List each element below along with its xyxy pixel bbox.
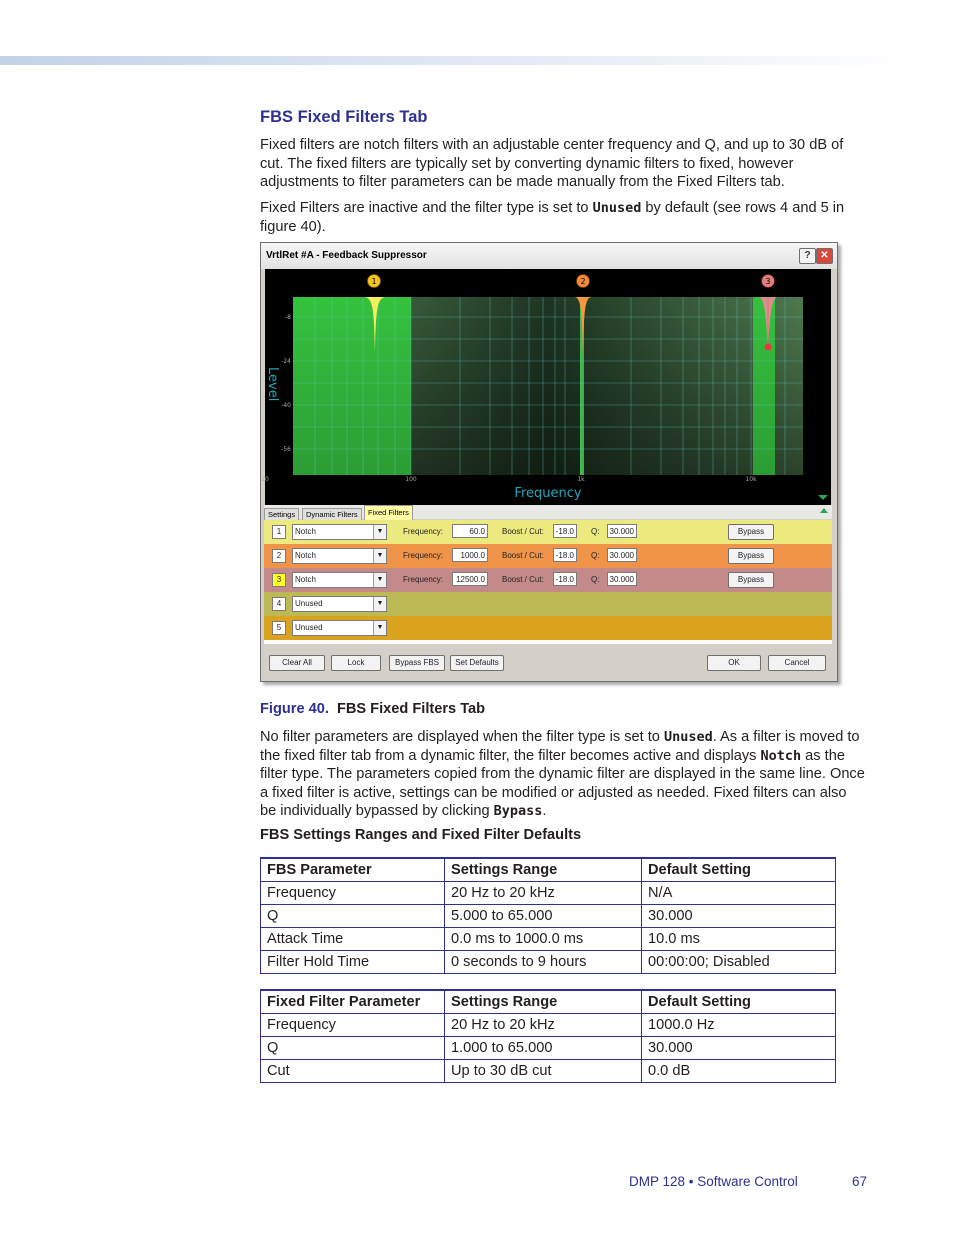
boost-cut-input[interactable]: -18.0 <box>553 524 577 538</box>
table-row <box>261 951 836 974</box>
page-number: 67 <box>852 1174 868 1189</box>
boost-cut-input[interactable]: -18.0 <box>553 548 577 562</box>
table-row <box>261 1014 836 1037</box>
fbs-graph-svg <box>261 269 831 505</box>
clear-all-button[interactable]: Clear All <box>269 655 325 671</box>
column-header: Settings Range <box>445 858 642 882</box>
code-unused: Unused <box>663 729 713 745</box>
boost-cut-label: Boost / Cut: <box>502 575 544 584</box>
text-run: . As a filter is moved to the fixed filter tab from a dynamic filter, the filter becomes active and displays <box>260 729 860 764</box>
table-cell: 30.000 <box>642 1037 836 1060</box>
filter-type-select[interactable] <box>292 596 387 612</box>
table-section-title: FBS Settings Ranges and Fixed Filter Defaults <box>260 827 582 843</box>
table-cell: Up to 30 dB cut <box>445 1060 642 1083</box>
x-tick: 20 <box>261 476 269 483</box>
filter-row-4 <box>264 592 832 616</box>
chevron-down-icon[interactable]: ▼ <box>373 573 386 587</box>
x-axis-label: Frequency <box>514 486 582 501</box>
table-row <box>261 1060 836 1083</box>
y-tick: -56 <box>281 446 291 453</box>
text-run: No filter parameters are displayed when the filter type is set to <box>260 729 664 745</box>
table-cell: 00:00:00; Disabled <box>642 951 836 974</box>
table-row <box>261 882 836 905</box>
table-cell: 0.0 dB <box>642 1060 836 1083</box>
filter-type-select[interactable] <box>292 572 387 588</box>
code-notch: Notch <box>760 747 802 764</box>
lock-button[interactable]: Lock <box>331 655 381 671</box>
explanation-paragraph <box>260 728 865 821</box>
table-cell: 10.0 ms <box>642 928 836 951</box>
filter-type-value: Unused <box>295 623 323 632</box>
marker-3[interactable] <box>762 275 775 288</box>
band-1 <box>293 297 411 475</box>
frequency-label: Frequency: <box>403 575 444 584</box>
frequency-input[interactable]: 60.0 <box>452 524 488 538</box>
filter-type-select[interactable] <box>292 620 387 636</box>
filter-number[interactable]: 3 <box>272 573 286 587</box>
table-cell: Frequency <box>261 882 445 905</box>
column-header: Default Setting <box>642 990 836 1014</box>
column-header: Default Setting <box>642 858 836 882</box>
table-cell: Q <box>261 905 445 928</box>
table-cell: 5.000 to 65.000 <box>445 905 642 928</box>
figure-number: Figure 40. <box>260 701 329 717</box>
table-cell: 0.0 ms to 1000.0 ms <box>445 928 642 951</box>
chevron-down-icon[interactable]: ▼ <box>373 549 386 563</box>
bypass-button-1[interactable]: Bypass <box>728 524 774 540</box>
marker-1-label: 1 <box>371 277 377 286</box>
intro-paragraph: Fixed filters are notch filters with an adjustable center frequency and Q, and up to 30 dB of cut. The fixed filters are typically set by converting dynamic filters to fixed, however adjustments to filter parameters can be made manually from the Fixed Filters tab. <box>260 137 844 191</box>
filter-number[interactable]: 5 <box>272 621 286 635</box>
bypass-fbs-button[interactable]: Bypass FBS <box>389 655 445 671</box>
filter-number[interactable]: 4 <box>272 597 286 611</box>
frequency-input[interactable]: 1000.0 <box>452 548 488 562</box>
filter-type-value: Unused <box>295 599 323 608</box>
table-header-row <box>261 990 836 1014</box>
band-3 <box>753 297 775 475</box>
tab-fixed-filters[interactable]: Fixed Filters <box>364 505 413 520</box>
filter-type-select[interactable] <box>292 548 387 564</box>
x-tick-labels <box>261 476 757 483</box>
table-cell: 20 Hz to 20 kHz <box>445 882 642 905</box>
notch-handle-3[interactable] <box>765 344 772 351</box>
filter-row-2 <box>264 544 832 568</box>
q-input[interactable]: 30.000 <box>607 524 637 538</box>
figure-title: FBS Fixed Filters Tab <box>336 701 486 717</box>
header-rule <box>0 56 910 65</box>
filter-number[interactable]: 2 <box>272 549 286 563</box>
table-cell: N/A <box>642 882 836 905</box>
figure-caption <box>260 701 485 717</box>
y-tick: -24 <box>281 358 291 365</box>
tab-settings[interactable]: Settings <box>264 508 299 520</box>
q-label: Q: <box>591 527 600 536</box>
column-header: Fixed Filter Parameter <box>261 990 445 1014</box>
text-run: as the filter type. The parameters copied from the dynamic filter are displayed in the same line. Once a fixed filter is active, settings can be modified or adjusted as needed. Fixed filters can also be individually bypassed by clicking <box>260 747 865 820</box>
default-paragraph <box>260 199 865 236</box>
marker-2[interactable] <box>577 275 590 288</box>
filter-row-3 <box>264 568 832 592</box>
cancel-button[interactable]: Cancel <box>768 655 826 671</box>
code-unused: Unused <box>592 200 642 216</box>
code-bypass: Bypass <box>493 803 543 820</box>
marker-3-label: 3 <box>765 277 771 286</box>
x-tick: 10k <box>745 476 757 483</box>
marker-2-label: 2 <box>580 277 586 286</box>
filter-type-value: Notch <box>295 575 316 584</box>
tab-strip <box>264 505 832 519</box>
table-cell: Cut <box>261 1060 445 1083</box>
table-row <box>261 928 836 951</box>
chevron-down-icon[interactable]: ▼ <box>373 525 386 539</box>
table-cell: 20 Hz to 20 kHz <box>445 1014 642 1037</box>
help-icon[interactable]: ? <box>799 248 816 264</box>
chevron-down-icon[interactable]: ▼ <box>373 621 386 635</box>
x-tick: 100 <box>405 476 417 483</box>
feedback-suppressor-window <box>260 242 838 682</box>
column-header: Settings Range <box>445 990 642 1014</box>
x-tick: 1k <box>577 476 585 483</box>
table-cell: Frequency <box>261 1014 445 1037</box>
filter-type-select[interactable] <box>292 524 387 540</box>
footer-doc-title: DMP 128 • Software Control <box>629 1174 798 1189</box>
table-cell: Q <box>261 1037 445 1060</box>
q-label: Q: <box>591 551 600 560</box>
y-tick-labels <box>281 314 291 453</box>
chevron-down-icon[interactable]: ▼ <box>373 597 386 611</box>
fixed-filter-table <box>260 989 836 1083</box>
bypass-button-2[interactable]: Bypass <box>728 548 774 564</box>
frequency-input[interactable]: 12500.0 <box>452 572 488 586</box>
filter-row-1 <box>264 520 832 544</box>
table-cell: 1000.0 Hz <box>642 1014 836 1037</box>
filter-type-value: Notch <box>295 527 316 536</box>
table-row <box>261 1037 836 1060</box>
expand-arrow-icon[interactable] <box>820 508 828 513</box>
y-tick: -8 <box>285 314 291 321</box>
fixed-filter-rows <box>264 520 832 644</box>
frequency-label: Frequency: <box>403 551 444 560</box>
table-cell: 30.000 <box>642 905 836 928</box>
fbs-settings-table <box>260 857 836 974</box>
text-run: by default (see rows 4 and 5 in figure 40). <box>260 200 845 235</box>
text-run: . <box>542 803 547 820</box>
table-cell: 1.000 to 65.000 <box>445 1037 642 1060</box>
frequency-label: Frequency: <box>403 527 444 536</box>
y-tick: -40 <box>281 402 291 409</box>
table-cell: Filter Hold Time <box>261 951 445 974</box>
filter-type-value: Notch <box>295 551 316 560</box>
q-input[interactable]: 30.000 <box>607 572 637 586</box>
window-titlebar <box>261 243 837 269</box>
marker-1[interactable] <box>368 275 381 288</box>
boost-cut-label: Boost / Cut: <box>502 527 544 536</box>
boost-cut-label: Boost / Cut: <box>502 551 544 560</box>
ok-button[interactable]: OK <box>707 655 761 671</box>
text-run: Fixed Filters are inactive and the filter type is set to <box>260 200 593 216</box>
section-title: FBS Fixed Filters Tab <box>260 108 428 126</box>
fbs-graph <box>261 269 831 505</box>
collapse-arrow-icon[interactable] <box>818 495 828 500</box>
filter-number[interactable]: 1 <box>272 525 286 539</box>
window-title: VrtlRet #A - Feedback Suppressor <box>266 250 427 261</box>
close-icon[interactable]: ✕ <box>816 248 833 264</box>
boost-cut-input[interactable]: -18.0 <box>553 572 577 586</box>
q-input[interactable]: 30.000 <box>607 548 637 562</box>
button-bar <box>264 647 832 675</box>
table-row <box>261 905 836 928</box>
q-label: Q: <box>591 575 600 584</box>
filter-row-5 <box>264 616 832 640</box>
table-cell: Attack Time <box>261 928 445 951</box>
y-axis-label: Level <box>265 367 280 402</box>
column-header: FBS Parameter <box>261 858 445 882</box>
bypass-button-3[interactable]: Bypass <box>728 572 774 588</box>
tab-dynamic-filters[interactable]: Dynamic Filters <box>302 508 362 520</box>
table-cell: 0 seconds to 9 hours <box>445 951 642 974</box>
set-defaults-button[interactable]: Set Defaults <box>450 655 504 671</box>
table-header-row <box>261 858 836 882</box>
